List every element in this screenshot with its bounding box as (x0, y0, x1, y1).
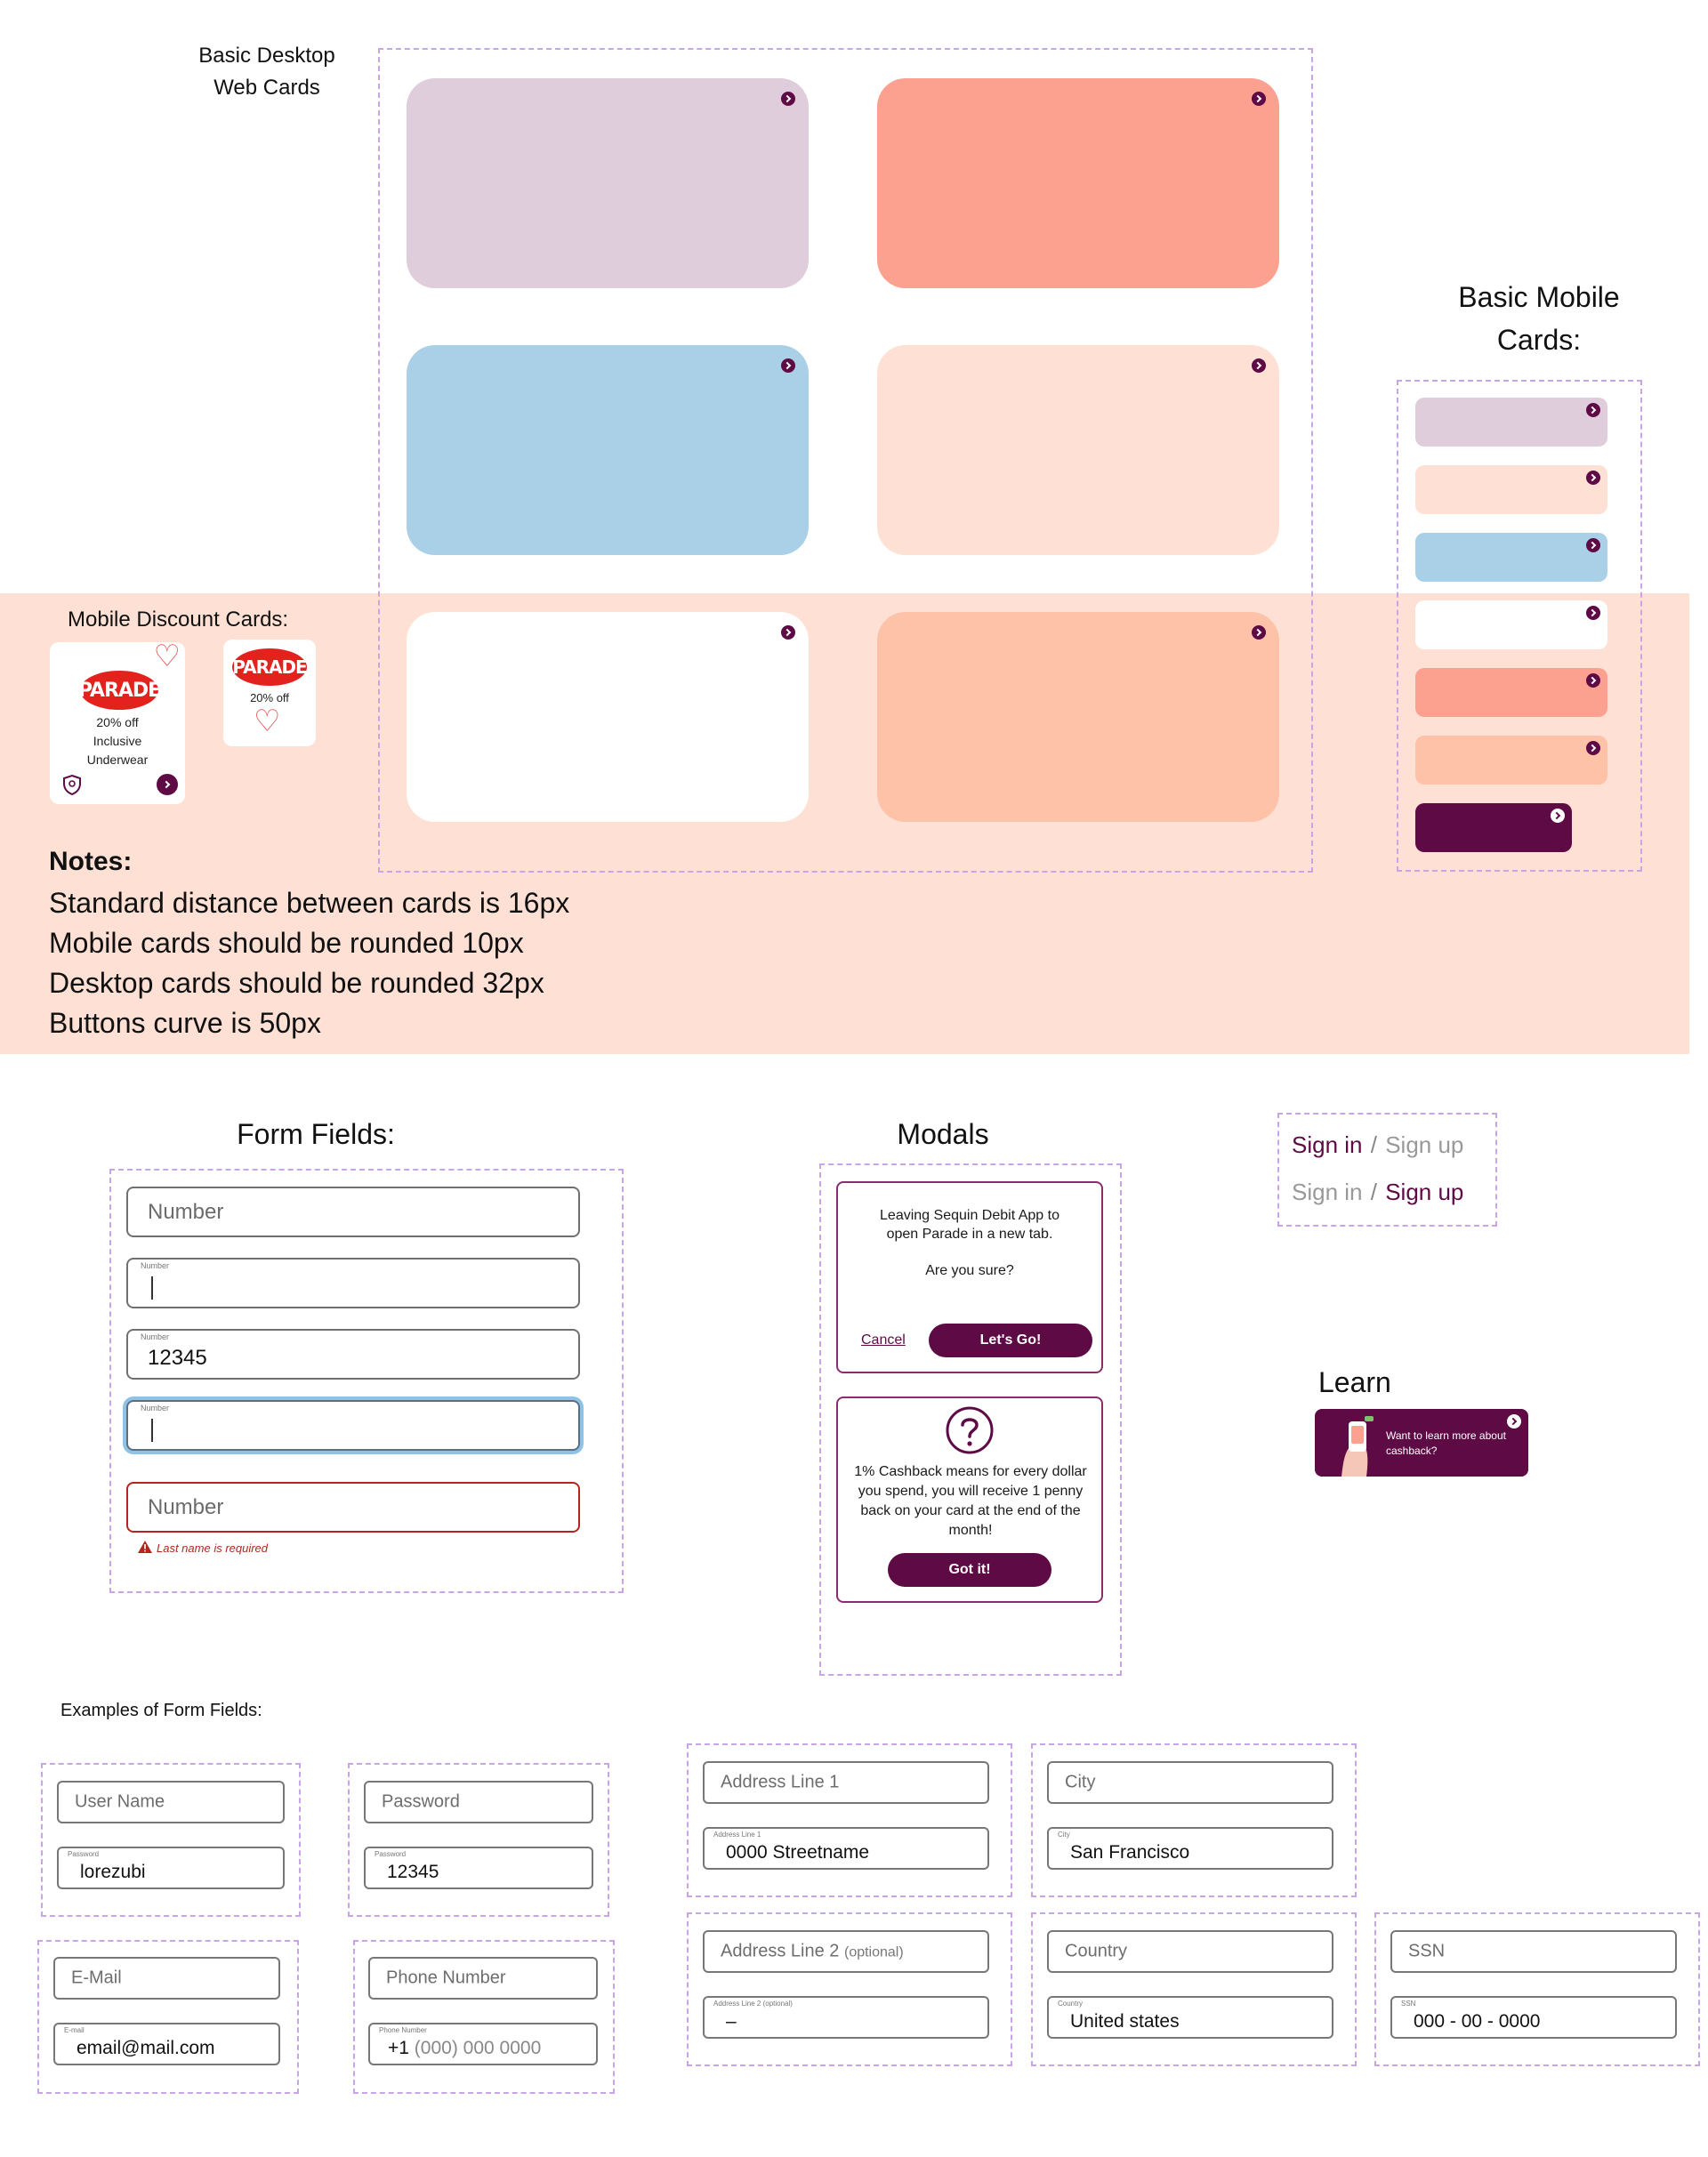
lets-go-button[interactable]: Let's Go! (929, 1324, 1092, 1357)
field-label: Phone Number (379, 2026, 427, 2034)
mobile-card-salmon[interactable] (1415, 668, 1607, 717)
username-field-filled[interactable] (57, 1847, 285, 1889)
field-placeholder: User Name (75, 1791, 165, 1812)
ssn-field-filled[interactable] (1390, 1996, 1677, 2039)
arrow-right-icon[interactable] (1586, 606, 1600, 620)
field-label: Password (375, 1850, 407, 1858)
sign-up-link[interactable]: Sign up (1385, 1131, 1464, 1158)
number-field-empty[interactable] (126, 1187, 580, 1237)
learn-title: Learn (1318, 1366, 1391, 1398)
got-it-button[interactable]: Got it! (888, 1553, 1051, 1587)
discount-product-line2: Underwear (86, 753, 149, 767)
optional-hint: (optional) (843, 1944, 904, 1960)
city-field-empty[interactable] (1047, 1761, 1333, 1804)
leave-app-modal (836, 1181, 1103, 1373)
cancel-link[interactable]: Cancel (861, 1332, 906, 1348)
field-value: 12345 (387, 1862, 439, 1882)
number-field-active[interactable] (126, 1258, 580, 1308)
desktop-card-white[interactable] (407, 612, 809, 822)
parade-logo: PARADE (80, 671, 158, 710)
field-value: – (726, 2011, 737, 2032)
address1-field-filled[interactable] (703, 1827, 989, 1870)
arrow-right-icon[interactable] (781, 358, 795, 373)
mobile-cards-title: Basic Mobile Cards: (1458, 281, 1620, 356)
field-value (388, 2038, 541, 2059)
discount-card-large[interactable] (50, 642, 185, 804)
discount-product: Inclusive (93, 734, 142, 748)
field-value: email@mail.com (77, 2038, 215, 2058)
phone-field-empty[interactable] (368, 1957, 598, 2000)
modal-message: 1% Cashback means for every dollar you spend, you will receive 1 penny back on your card at the end of the month! (854, 1464, 1087, 1538)
discount-offer: 20% off (250, 691, 289, 704)
desktop-card-lavender[interactable] (407, 78, 809, 288)
field-placeholder: Number (148, 1494, 224, 1519)
ssn-field-empty[interactable] (1390, 1930, 1677, 1973)
phone-number-mask: (000) 000 0000 (414, 2038, 542, 2058)
note-line: Buttons curve is 50px (49, 1007, 321, 1039)
mobile-card-white[interactable] (1415, 600, 1607, 649)
warning-icon (137, 1540, 153, 1554)
modals-title: Modals (897, 1118, 989, 1150)
mobile-card-plum[interactable] (1415, 803, 1572, 852)
field-value: 12345 (148, 1346, 207, 1370)
modal-message: Leaving Sequin Debit App to open Parade in a new tab. (880, 1208, 1059, 1242)
field-placeholder: Address Line 1 (721, 1772, 840, 1792)
field-placeholder (721, 1942, 904, 1962)
address2-placeholder-text: Address Line 2 (721, 1941, 840, 1961)
desktop-card-peach[interactable] (877, 612, 1279, 822)
desktop-card-sky[interactable] (407, 345, 809, 555)
phone-field-filled[interactable] (368, 2023, 598, 2065)
note-line: Mobile cards should be rounded 10px (49, 927, 524, 959)
cashback-info-modal (836, 1396, 1103, 1603)
modal-confirm-text: Are you sure? (925, 1263, 1014, 1278)
mobile-discount-title: Mobile Discount Cards: (68, 608, 289, 632)
arrow-right-icon[interactable] (781, 625, 795, 640)
question-mark-icon (945, 1405, 995, 1455)
auth-toggle-signup-active (1292, 1179, 1463, 1206)
notes-heading: Notes: (49, 847, 133, 876)
city-field-filled[interactable] (1047, 1827, 1333, 1870)
field-value: United states (1070, 2011, 1180, 2032)
arrow-right-icon[interactable] (1252, 625, 1266, 640)
password-field-filled[interactable] (364, 1847, 593, 1889)
field-placeholder: SSN (1408, 1941, 1446, 1961)
field-placeholder: Phone Number (386, 1968, 506, 1988)
field-value: 000 - 00 - 0000 (1414, 2011, 1541, 2032)
field-value: 0000 Streetname (726, 1842, 870, 1863)
email-field-filled[interactable] (53, 2023, 280, 2065)
auth-separator: / (1370, 1179, 1377, 1205)
arrow-right-icon[interactable] (781, 92, 795, 106)
mobile-card-peach[interactable] (1415, 736, 1607, 785)
address2-field-empty[interactable] (703, 1930, 989, 1973)
sign-up-link[interactable]: Sign up (1385, 1179, 1464, 1205)
field-label: Address Line 1 (713, 1831, 761, 1839)
email-field-empty[interactable] (53, 1957, 280, 2000)
auth-separator: / (1370, 1131, 1377, 1158)
country-field-filled[interactable] (1047, 1996, 1333, 2039)
address2-field-filled[interactable] (703, 1996, 989, 2039)
password-field-empty[interactable] (364, 1781, 593, 1823)
heart-icon[interactable]: ♡ (153, 640, 181, 673)
field-placeholder: Number (148, 1199, 224, 1224)
field-label: Number (141, 1261, 170, 1270)
number-field-error[interactable] (126, 1482, 580, 1533)
field-label: Address Line 2 (optional) (713, 2000, 793, 2008)
field-label: E-mail (64, 2026, 85, 2034)
learn-text: Want to learn more about cashback? (1386, 1429, 1506, 1457)
field-label: Password (68, 1850, 100, 1858)
discount-offer: 20% off (96, 715, 139, 729)
field-label: Number (141, 1332, 170, 1341)
shield-icon (62, 774, 82, 795)
arrow-right-icon[interactable] (1252, 358, 1266, 373)
mobile-card-lavender[interactable] (1415, 398, 1607, 447)
number-field-focused[interactable] (126, 1400, 580, 1451)
auth-toggle-group (1277, 1113, 1497, 1227)
sign-in-link[interactable]: Sign in (1292, 1131, 1363, 1158)
learn-card[interactable] (1315, 1409, 1528, 1477)
auth-toggle-signin-active (1292, 1131, 1463, 1159)
arrow-right-icon[interactable] (1586, 538, 1600, 552)
phone-hand-icon (1338, 1416, 1375, 1477)
form-fields-title: Form Fields: (237, 1118, 395, 1150)
username-field-empty[interactable] (57, 1781, 285, 1823)
arrow-right-icon[interactable] (1586, 471, 1600, 485)
field-label: City (1058, 1831, 1070, 1839)
desktop-cards-title: Basic Desktop Web Cards (198, 44, 335, 100)
note-line: Standard distance between cards is 16px (49, 887, 570, 919)
field-placeholder: Password (382, 1791, 460, 1812)
parade-logo: PARADE (232, 648, 307, 686)
mobile-card-sky[interactable] (1415, 533, 1607, 582)
desktop-card-salmon[interactable] (877, 78, 1279, 288)
arrow-right-icon[interactable] (1586, 403, 1600, 417)
field-label: Number (141, 1404, 170, 1413)
text-cursor (151, 1276, 153, 1300)
arrow-right-icon[interactable] (1551, 809, 1565, 823)
address1-field-empty[interactable] (703, 1761, 989, 1804)
heart-icon[interactable]: ♡ (254, 704, 281, 738)
phone-country-code: +1 (388, 2038, 409, 2058)
arrow-right-icon[interactable] (1507, 1414, 1521, 1429)
error-message: Last name is required (157, 1541, 269, 1555)
country-field-empty[interactable] (1047, 1930, 1333, 1973)
mobile-card-peach-light[interactable] (1415, 465, 1607, 514)
arrow-right-icon[interactable] (157, 774, 178, 795)
field-value: San Francisco (1070, 1842, 1190, 1863)
number-field-filled[interactable] (126, 1329, 580, 1380)
field-placeholder: Country (1065, 1941, 1128, 1961)
sign-in-link[interactable]: Sign in (1292, 1179, 1363, 1205)
arrow-right-icon[interactable] (1586, 673, 1600, 688)
desktop-card-peach-light[interactable] (877, 345, 1279, 555)
arrow-right-icon[interactable] (1252, 92, 1266, 106)
field-placeholder: E-Mail (71, 1968, 122, 1988)
text-cursor (151, 1419, 153, 1442)
note-line: Desktop cards should be rounded 32px (49, 967, 544, 999)
examples-title: Examples of Form Fields: (60, 1701, 262, 1720)
field-placeholder: City (1065, 1772, 1096, 1792)
field-label: SSN (1401, 2000, 1416, 2008)
arrow-right-icon[interactable] (1586, 741, 1600, 755)
field-value: lorezubi (80, 1862, 146, 1882)
discount-card-small[interactable] (223, 640, 316, 746)
field-label: Country (1058, 2000, 1084, 2008)
